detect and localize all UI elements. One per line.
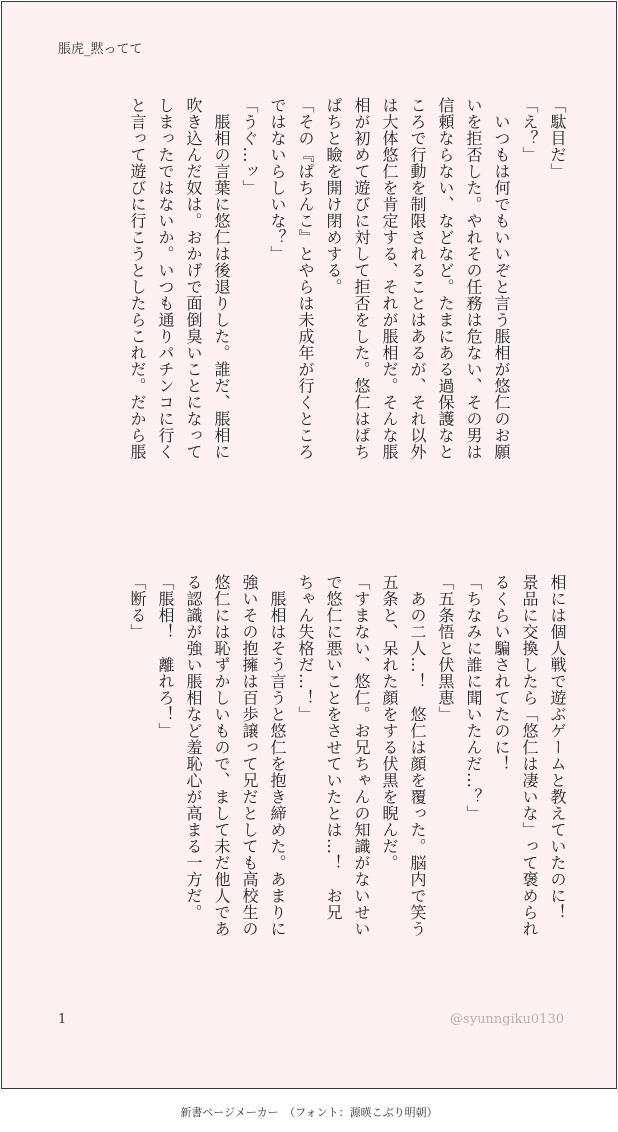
text-line: ころで行動を制限されることはあるが、それ以外 bbox=[408, 97, 427, 460]
text-line: 「うぐ…ッ」 bbox=[240, 97, 259, 196]
text-line: 「すまない、悠仁。お兄ちゃんの知識がないせい bbox=[352, 574, 371, 937]
text-line: いを拒否した。やれその任務は危ない、その男は bbox=[464, 97, 483, 460]
text-line: 強いその抱擁は百歩譲って兄だとしても高校生の bbox=[240, 574, 259, 937]
text-line: いつもは何でもいいぞと言う脹相が悠仁のお願 bbox=[492, 97, 511, 460]
text-line: る認識が強い脹相など羞恥心が高まる一方だ。 bbox=[184, 574, 203, 921]
text-line: 「駄目だ」 bbox=[548, 97, 567, 180]
page-number: 1 bbox=[58, 1012, 67, 1027]
text-line: 「え？」 bbox=[520, 97, 539, 163]
text-line: 「五条悟と伏黒恵」 bbox=[436, 574, 455, 723]
text-line: 景品に交換したら「悠仁は凄いな」って褒められ bbox=[520, 574, 539, 937]
text-line: あの二人…！ 悠仁は顔を覆った。脳内で笑う bbox=[408, 574, 427, 937]
author-credit: @syunngiku0130 bbox=[450, 1012, 564, 1027]
text-line: は大体悠仁を肯定する、それが脹相だ。そんな脹 bbox=[380, 97, 399, 460]
text-line: 「その『ぱちんこ』とやらは未成年が行くところ bbox=[296, 97, 315, 460]
text-line: ちゃん失格だ…！」 bbox=[296, 574, 315, 723]
text-line: ぱちと瞼を開け閉めする。 bbox=[324, 97, 343, 295]
text-line: と言って遊びに行こうとしたらこれだ。だから脹 bbox=[128, 97, 147, 460]
page-title: 脹虎_黙ってて bbox=[58, 42, 143, 57]
text-line: 「断る」 bbox=[128, 574, 147, 640]
generator-footer: 新書ページメーカー （フォント：源暎こぶり明朝） bbox=[180, 1106, 438, 1119]
text-line: 脹相はそう言うと悠仁を抱き締めた。あまりに bbox=[268, 574, 287, 937]
text-line: 五条と、呆れた顔をする伏黒を睨んだ。 bbox=[380, 574, 399, 871]
manuscript-page bbox=[1, 1, 617, 1089]
text-line: 脹相の言葉に悠仁は後退りした。誰だ、脹相に bbox=[212, 97, 231, 460]
text-line: ではないらしいな？」 bbox=[268, 97, 287, 262]
text-line: 相には個人戦で遊ぶゲームと教えていたのに！ bbox=[548, 574, 567, 921]
text-line: るくらい騙されてたのに！ bbox=[492, 574, 511, 772]
text-line: で悠仁に悪いことをさせていたとは…！ お兄 bbox=[324, 574, 343, 921]
text-line: 「ちなみに誰に聞いたんだ…？」 bbox=[464, 574, 483, 822]
text-line: 吹き込んだ奴は。おかげで面倒臭いことになって bbox=[184, 97, 203, 460]
text-line: しまったではないか。いつも通りパチンコに行く bbox=[156, 97, 175, 460]
text-line: 「脹相！ 離れろ！」 bbox=[156, 574, 175, 739]
text-line: 悠仁には恥ずかしいもので、まして未だ他人であ bbox=[212, 574, 231, 937]
text-line: 相が初めて遊びに対して拒否をした。悠仁はぱち bbox=[352, 97, 371, 460]
text-line: 信頼ならない、などなど。たまにある過保護なと bbox=[436, 97, 455, 460]
lower-text-block bbox=[123, 574, 571, 984]
upper-text-block bbox=[123, 97, 571, 527]
